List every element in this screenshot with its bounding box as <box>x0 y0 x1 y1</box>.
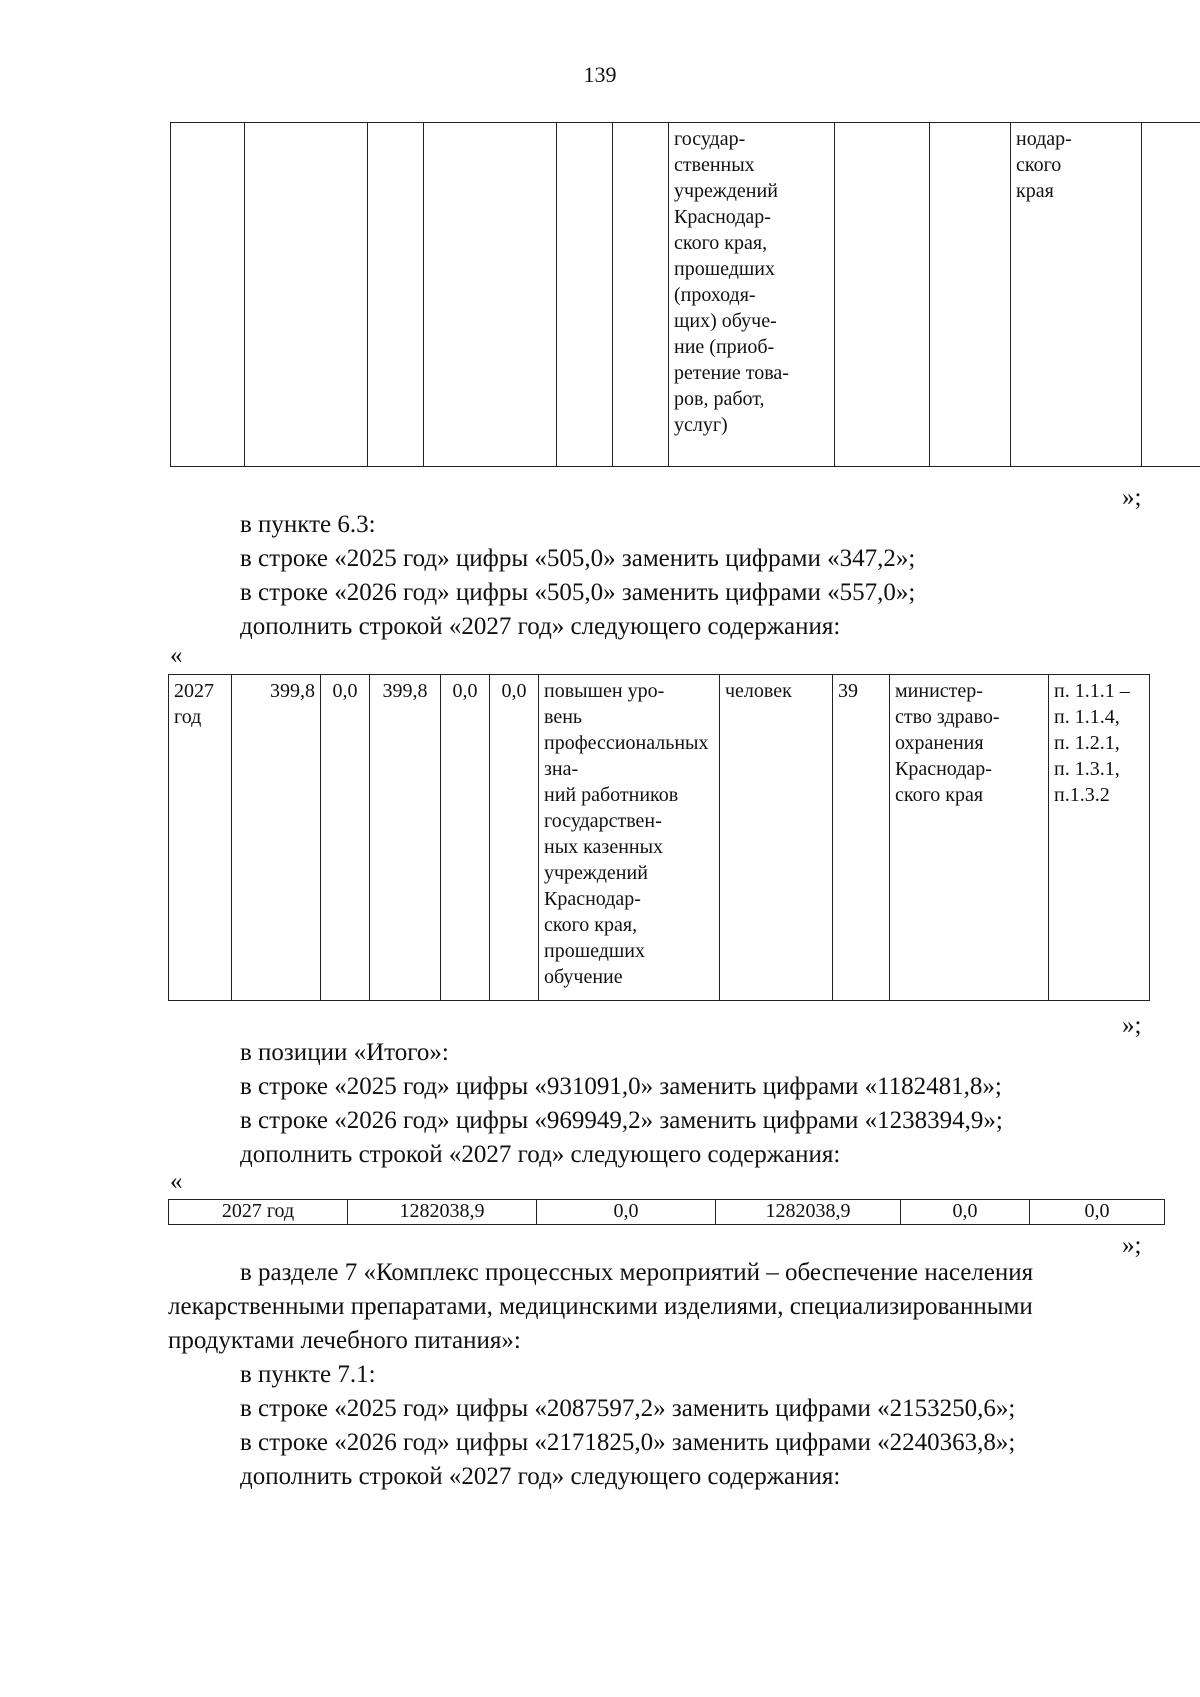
table-cell <box>368 123 424 467</box>
table-cell <box>171 123 245 467</box>
close-quote: »; <box>1122 1232 1142 1259</box>
text-line: в строке «2025 год» цифры «505,0» заменить цифрами «347,2»; <box>240 545 916 572</box>
text-line: в строке «2026 год» цифры «969949,2» заменить цифрами «1238394,9»; <box>240 1107 1003 1134</box>
close-quote: »; <box>1122 1012 1142 1039</box>
table-cell-unit: человек <box>720 675 833 1001</box>
table-cell <box>557 123 613 467</box>
table-cell-value: 399,8 <box>232 675 321 1001</box>
table-cell-agency: нодар- ского края <box>1011 123 1142 467</box>
table-continuation <box>170 122 1200 467</box>
table-cell-description: повышен уро- вень профессиональных зна- ний работников государствен- ных казенных учреждений Краснодар- ского края, прошедших обучение <box>539 675 720 1001</box>
table-cell-agency: министер- ство здраво- охранения Краснодар- ского края <box>890 675 1049 1001</box>
table-cell-value: 39 <box>833 675 890 1001</box>
table-cell-value: 0,0 <box>441 675 490 1001</box>
text-line: в строке «2025 год» цифры «931091,0» заменить цифрами «1182481,8»; <box>240 1073 1002 1100</box>
table-cell-value: 1282038,9 <box>348 1200 537 1225</box>
paragraph-line: в разделе 7 «Комплекс процессных мероприятий – обеспечение населения <box>240 1259 1034 1286</box>
table-cell-value: 0,0 <box>321 675 370 1001</box>
page-number: 139 <box>583 62 617 87</box>
table-cell-value: 0,0 <box>490 675 539 1001</box>
table-cell <box>930 123 1011 467</box>
table-cell-value: 0,0 <box>1030 1200 1165 1225</box>
text-line: дополнить строкой «2027 год» следующего содержания: <box>240 1141 841 1168</box>
text-line: в позиции «Итого»: <box>240 1039 449 1066</box>
table-cell <box>835 123 930 467</box>
text-line: в строке «2026 год» цифры «505,0» заменить цифрами «557,0»; <box>240 579 916 606</box>
table-cell-value: 1282038,9 <box>716 1200 901 1225</box>
table-cell-value: 0,0 <box>901 1200 1030 1225</box>
open-quote: « <box>170 1168 183 1195</box>
open-quote: « <box>170 642 183 669</box>
text-line: в пункте 6.3: <box>240 511 376 538</box>
table-row <box>169 675 1150 1001</box>
table-cell-reference: п. 1.1.1 – п. 1.1.4, п. 1.2.1, п. 1.3.1, п.1.3.2 <box>1049 675 1150 1001</box>
table-total-2027 <box>168 1199 1165 1225</box>
table-cell-value: 0,0 <box>537 1200 716 1225</box>
table-cell-value: 399,8 <box>370 675 441 1001</box>
table-row <box>169 1200 1165 1225</box>
table-cell-year: 2027 год <box>169 675 232 1001</box>
text-line: дополнить строкой «2027 год» следующего содержания: <box>240 613 841 640</box>
text-line: в строке «2025 год» цифры «2087597,2» заменить цифрами «2153250,6»; <box>240 1395 1016 1422</box>
table-cell <box>613 123 669 467</box>
text-line: дополнить строкой «2027 год» следующего содержания: <box>240 1463 841 1490</box>
paragraph-line: продуктами лечебного питания»: <box>168 1327 521 1354</box>
close-quote: »; <box>1122 484 1142 511</box>
text-line: в строке «2026 год» цифры «2171825,0» заменить цифрами «2240363,8»; <box>240 1429 1016 1456</box>
table-cell-description: государ- ственных учреждений Краснодар- ского края, прошедших (проходя- щих) обуче- ние (приоб- ретение това- ров, работ, услуг) <box>669 123 835 467</box>
table-cell-year: 2027 год <box>169 1200 348 1225</box>
table-cell <box>424 123 557 467</box>
table-cell <box>245 123 368 467</box>
table-row <box>171 123 1200 467</box>
table-row-2027 <box>168 674 1150 1001</box>
paragraph-line: лекарственными препаратами, медицинскими изделиями, специализированными <box>168 1293 1033 1320</box>
table-cell <box>1142 123 1200 467</box>
text-line: в пункте 7.1: <box>240 1361 376 1388</box>
